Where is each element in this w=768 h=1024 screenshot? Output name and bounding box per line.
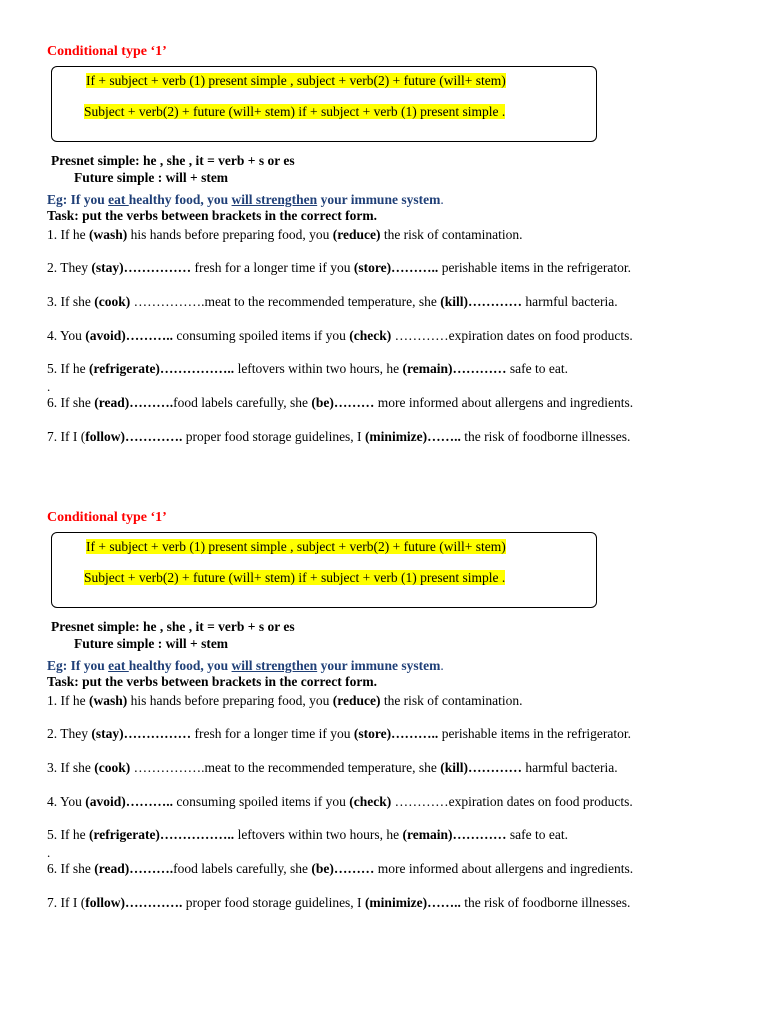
verb-prompt: (refrigerate)…………….. [88, 361, 235, 376]
exercise-item [47, 725, 631, 742]
exercise-item [47, 894, 630, 911]
eg-part-2: healthy food, you [128, 658, 232, 673]
exercise-text: consuming spoiled items if you [173, 794, 350, 809]
exercise-text: 3. If she [47, 294, 95, 309]
verb-prompt: (reduce) [332, 227, 381, 242]
rule-line-2 [84, 103, 505, 120]
eg-part-2: healthy food, you [128, 192, 232, 207]
verb-prompt: (remain)………… [402, 361, 507, 376]
exercise-text: proper food storage guidelines, I [182, 895, 365, 910]
present-simple-note: Presnet simple: he , she , it = verb + s or es [51, 619, 295, 634]
example-sentence [47, 657, 444, 674]
exercise-item [47, 692, 523, 709]
rule-line-1 [86, 538, 506, 555]
exercise-text: 3. If she [47, 760, 95, 775]
eg-underlined-2: will strengthen [231, 658, 318, 673]
exercise-text: harmful bacteria. [522, 760, 618, 775]
exercise-text: fresh for a longer time if you [191, 260, 354, 275]
exercise-text: his hands before preparing food, you [127, 227, 333, 242]
exercise-text: …………expiration dates on food products. [391, 794, 633, 809]
exercise-item [47, 428, 630, 445]
verb-prompt: (read)………. [94, 861, 174, 876]
verb-prompt: (cook) [94, 294, 131, 309]
verb-prompt: (reduce) [332, 693, 381, 708]
exercise-text: perishable items in the refrigerator. [438, 260, 631, 275]
exercise-item [47, 394, 633, 411]
exercise-text: 1. If he [47, 227, 89, 242]
verb-prompt: (wash) [88, 693, 128, 708]
future-simple-note: Future simple : will + stem [74, 170, 229, 185]
exercise-item [47, 860, 633, 877]
exercise-text: the risk of foodborne illnesses. [460, 895, 631, 910]
eg-underlined-2: will strengthen [231, 192, 318, 207]
exercise-text: food labels carefully, she [173, 861, 312, 876]
stray-dot: . [47, 379, 51, 394]
task-instruction: Task: put the verbs between brackets in the correct form. [47, 674, 377, 689]
eg-part-3: your immune system [317, 192, 441, 207]
exercise-text: 7. If I ( [47, 895, 86, 910]
section-title: Conditional type ‘1’ [47, 510, 167, 525]
exercise-text: 4. You [47, 328, 86, 343]
rule-2-part-b: if + subject + verb (1) present simple . [295, 570, 506, 585]
exercise-text: …………….meat to the recommended temperature, she [130, 294, 441, 309]
verb-prompt: (stay)…………… [91, 726, 192, 741]
verb-prompt: (minimize)…….. [364, 895, 461, 910]
exercise-text: …………expiration dates on food products. [391, 328, 633, 343]
verb-prompt: follow)…………. [85, 429, 183, 444]
exercise-text: 7. If I ( [47, 429, 86, 444]
rule-1-text: If + subject + verb (1) present simple , subject + verb(2) + future (will+ stem) [86, 539, 506, 554]
exercise-text: 5. If he [47, 827, 89, 842]
exercise-text: food labels carefully, she [173, 395, 312, 410]
exercise-text: the risk of foodborne illnesses. [460, 429, 631, 444]
verb-prompt: (check) [349, 794, 392, 809]
rule-box [51, 66, 597, 142]
verb-prompt: (kill)………… [440, 294, 523, 309]
exercise-text: 6. If she [47, 395, 95, 410]
eg-part-1: Eg: If you [47, 658, 109, 673]
verb-prompt: (check) [349, 328, 392, 343]
verb-prompt: (be)……… [311, 395, 375, 410]
section-title: Conditional type ‘1’ [47, 44, 167, 59]
rule-2-part-a: Subject + verb(2) + future (will+ stem) [84, 570, 296, 585]
eg-part-3: your immune system [317, 658, 441, 673]
exercise-text: safe to eat. [506, 827, 569, 842]
rule-2-part-b: if + subject + verb (1) present simple . [295, 104, 506, 119]
verb-prompt: (cook) [94, 760, 131, 775]
verb-prompt: (avoid)……….. [85, 328, 174, 343]
rule-line-2 [84, 569, 505, 586]
exercise-item [47, 327, 633, 344]
exercise-text: leftovers within two hours, he [234, 361, 403, 376]
eg-period: . [440, 192, 444, 207]
exercise-text: consuming spoiled items if you [173, 328, 350, 343]
future-simple-note: Future simple : will + stem [74, 636, 229, 651]
rule-line-1 [86, 72, 506, 89]
exercise-text: the risk of contamination. [380, 227, 523, 242]
exercise-text: 5. If he [47, 361, 89, 376]
exercise-text: 2. They [47, 726, 92, 741]
exercise-text: 4. You [47, 794, 86, 809]
exercise-text: fresh for a longer time if you [191, 726, 354, 741]
verb-prompt: (stay)…………… [91, 260, 192, 275]
present-simple-note: Presnet simple: he , she , it = verb + s or es [51, 153, 295, 168]
exercise-text: proper food storage guidelines, I [182, 429, 365, 444]
eg-underlined-1: eat [108, 658, 129, 673]
exercise-item [47, 259, 631, 276]
exercise-text: 1. If he [47, 693, 89, 708]
exercise-text: the risk of contamination. [380, 693, 523, 708]
example-sentence [47, 191, 444, 208]
exercise-text: harmful bacteria. [522, 294, 618, 309]
verb-prompt: (avoid)……….. [85, 794, 174, 809]
eg-period: . [440, 658, 444, 673]
rule-1-text: If + subject + verb (1) present simple , subject + verb(2) + future (will+ stem) [86, 73, 506, 88]
verb-prompt: (be)……… [311, 861, 375, 876]
exercise-item [47, 793, 633, 810]
verb-prompt: (minimize)…….. [364, 429, 461, 444]
worksheet-section-1 [0, 44, 768, 514]
verb-prompt: (remain)………… [402, 827, 507, 842]
task-instruction: Task: put the verbs between brackets in the correct form. [47, 208, 377, 223]
rule-2-part-a: Subject + verb(2) + future (will+ stem) [84, 104, 296, 119]
exercise-item [47, 826, 568, 843]
exercise-item [47, 759, 618, 776]
exercise-text: leftovers within two hours, he [234, 827, 403, 842]
exercise-text: more informed about allergens and ingredients. [374, 861, 634, 876]
verb-prompt: follow)…………. [85, 895, 183, 910]
verb-prompt: (wash) [88, 227, 128, 242]
stray-dot: . [47, 845, 51, 860]
rule-box [51, 532, 597, 608]
exercise-text: 6. If she [47, 861, 95, 876]
exercise-item [47, 293, 618, 310]
eg-part-1: Eg: If you [47, 192, 109, 207]
verb-prompt: (store)……….. [353, 726, 439, 741]
worksheet-section-2 [0, 510, 768, 980]
eg-underlined-1: eat [108, 192, 129, 207]
verb-prompt: (kill)………… [440, 760, 523, 775]
exercise-text: safe to eat. [506, 361, 569, 376]
verb-prompt: (store)……….. [353, 260, 439, 275]
verb-prompt: (refrigerate)…………….. [88, 827, 235, 842]
exercise-item [47, 360, 568, 377]
exercise-text: more informed about allergens and ingredients. [374, 395, 634, 410]
exercise-text: 2. They [47, 260, 92, 275]
exercise-text: …………….meat to the recommended temperature, she [130, 760, 441, 775]
exercise-item [47, 226, 523, 243]
verb-prompt: (read)………. [94, 395, 174, 410]
exercise-text: his hands before preparing food, you [127, 693, 333, 708]
exercise-text: perishable items in the refrigerator. [438, 726, 631, 741]
